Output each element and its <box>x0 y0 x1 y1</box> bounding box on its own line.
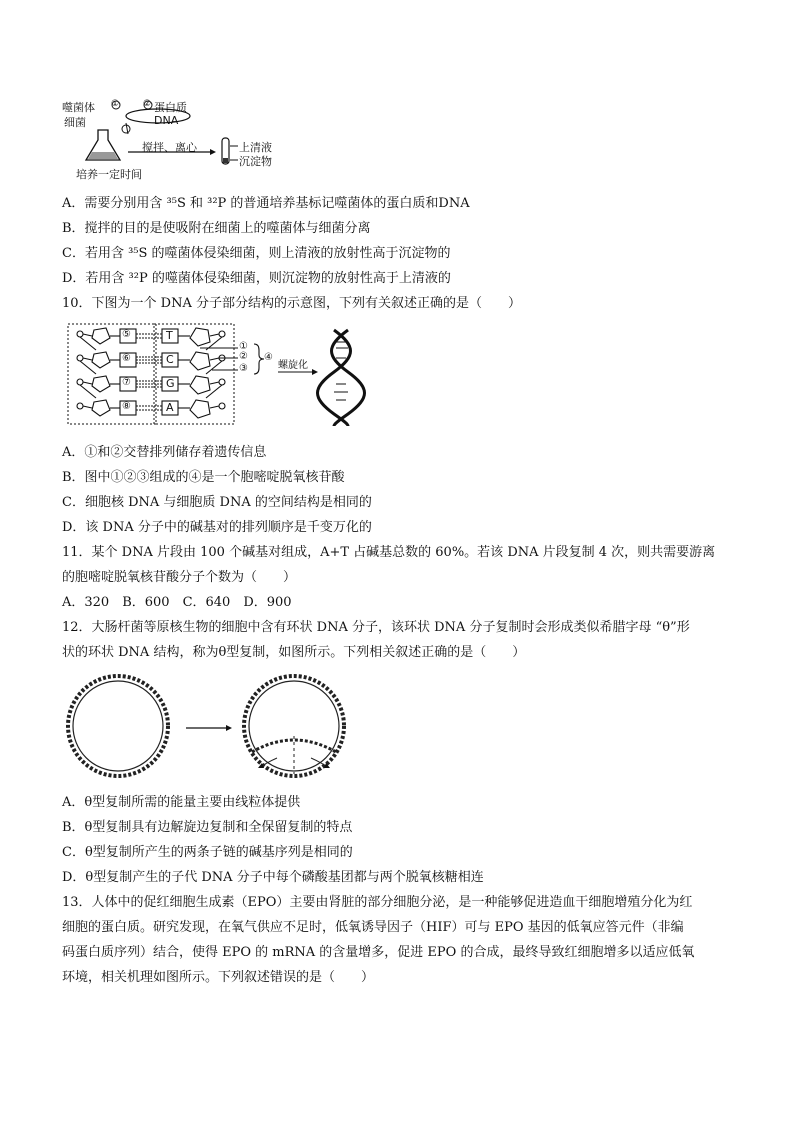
circular-dna-icon <box>68 676 168 776</box>
q10-option-a: A．①和②交替排列储存着遗传信息 <box>62 445 267 460</box>
base-g: G <box>166 377 175 390</box>
label-num-5: ⑤ <box>122 329 131 340</box>
base-a: A <box>166 401 174 414</box>
spiral-label: 螺旋化 <box>278 360 308 371</box>
label-num-4: ④ <box>264 352 273 363</box>
q13-stem-line1: 13．人体中的促红细胞生成素（EPO）主要由肾脏的部分细胞分泌，是一种能够促进造血干细胞增殖分化为红 <box>62 895 693 910</box>
q9-option-c: C．若用含 ³⁵S 的噬菌体侵染细菌，则上清液的放射性高于沉淀物的 <box>62 246 451 261</box>
q13-stem-line4: 环境，相关机理如图所示。下列叙述错误的是（ ） <box>62 970 375 985</box>
label-num-2: ② <box>239 351 248 362</box>
q9-option-b: B．搅拌的目的是使吸附在细菌上的噬菌体与细菌分离 <box>62 221 371 236</box>
stir-label: 搅拌、离心 <box>142 141 197 154</box>
base-t: T <box>166 329 173 342</box>
q11-stem-line2: 的胞嘧啶脱氧核苷酸分子个数为（ ） <box>62 570 297 585</box>
circle-marker-3 <box>122 125 130 133</box>
dna-structure-diagram <box>66 320 366 430</box>
label-num-3: ③ <box>239 363 248 374</box>
marker-2-label: ② <box>143 99 152 109</box>
q12-option-b: B．θ型复制具有边解旋边复制和全保留复制的特点 <box>62 820 353 835</box>
protein-label: 蛋白质 <box>154 101 187 114</box>
supernatant-label: 上清液 <box>239 141 272 154</box>
q12-option-a: A．θ型复制所需的能量主要由线粒体提供 <box>62 795 301 810</box>
q12-stem-line1: 12．大肠杆菌等原核生物的细胞中含有环状 DNA 分子，该环状 DNA 分子复制时会形成类似希腊字母 “θ”形 <box>62 620 690 635</box>
culture-label: 培养一定时间 <box>76 168 142 181</box>
precipitate-label: 沉淀物 <box>239 155 272 168</box>
marker-1-label: ① <box>111 99 120 109</box>
label-num-8: ⑧ <box>122 401 131 412</box>
label-num-1: ① <box>239 341 248 352</box>
q12-option-c: C．θ型复制所产生的两条子链的碱基序列是相同的 <box>62 845 353 860</box>
q11-stem-line1: 11．某个 DNA 片段由 100 个碱基对组成，A+T 占碱基总数的 60%。若该 DNA 片段复制 4 次，则共需要游离 <box>62 545 716 560</box>
bacteria-label: 细菌 <box>64 116 86 129</box>
label-num-6: ⑥ <box>122 353 131 364</box>
q13-stem-line3: 码蛋白质序列）结合，使得 EPO 的 mRNA 的含量增多，促进 EPO 的合成，最终导致红细胞增多以适应低氧 <box>62 945 695 960</box>
theta-dna-icon <box>244 676 344 776</box>
base-c: C <box>166 353 174 366</box>
q10-stem: 10．下图为一个 DNA 分子部分结构的示意图，下列有关叙述正确的是（ ） <box>62 296 521 311</box>
dna-structure-figure <box>66 320 366 430</box>
q10-option-b: B．图中①②③组成的④是一个胞嘧啶脱氧核苷酸 <box>62 470 345 485</box>
q9-option-a: A．需要分别用含 ³⁵S 和 ³²P 的普通培养基标记噬菌体的蛋白质和DNA <box>62 196 470 211</box>
q11-options: A．320 B．600 C．640 D．900 <box>62 595 292 610</box>
q10-option-d: D．该 DNA 分子中的碱基对的排列顺序是千变万化的 <box>62 520 372 535</box>
theta-replication-figure <box>62 670 362 785</box>
q9-option-d: D．若用含 ³²P 的噬菌体侵染细菌，则沉淀物的放射性高于上清液的 <box>62 271 451 286</box>
q13-stem-line2: 细胞的蛋白质。研究发现，在氧气供应不足时，低氧诱导因子（HIF）可与 EPO 基因的低氧应答元件（非编 <box>62 920 684 935</box>
double-helix-icon <box>318 330 365 426</box>
dna-label: DNA <box>154 114 179 127</box>
phage-label: 噬菌体 <box>62 101 95 114</box>
q12-option-d: D．θ型复制产生的子代 DNA 分子中每个磷酸基团都与两个脱氧核糖相连 <box>62 870 484 885</box>
phage-experiment-figure <box>62 96 302 182</box>
theta-replication-diagram <box>62 670 362 785</box>
label-num-7: ⑦ <box>122 377 131 388</box>
q10-option-c: C．细胞核 DNA 与细胞质 DNA 的空间结构是相同的 <box>62 495 372 510</box>
q12-stem-line2: 状的环状 DNA 结构，称为θ型复制，如图所示。下列相关叙述正确的是（ ） <box>62 645 526 660</box>
